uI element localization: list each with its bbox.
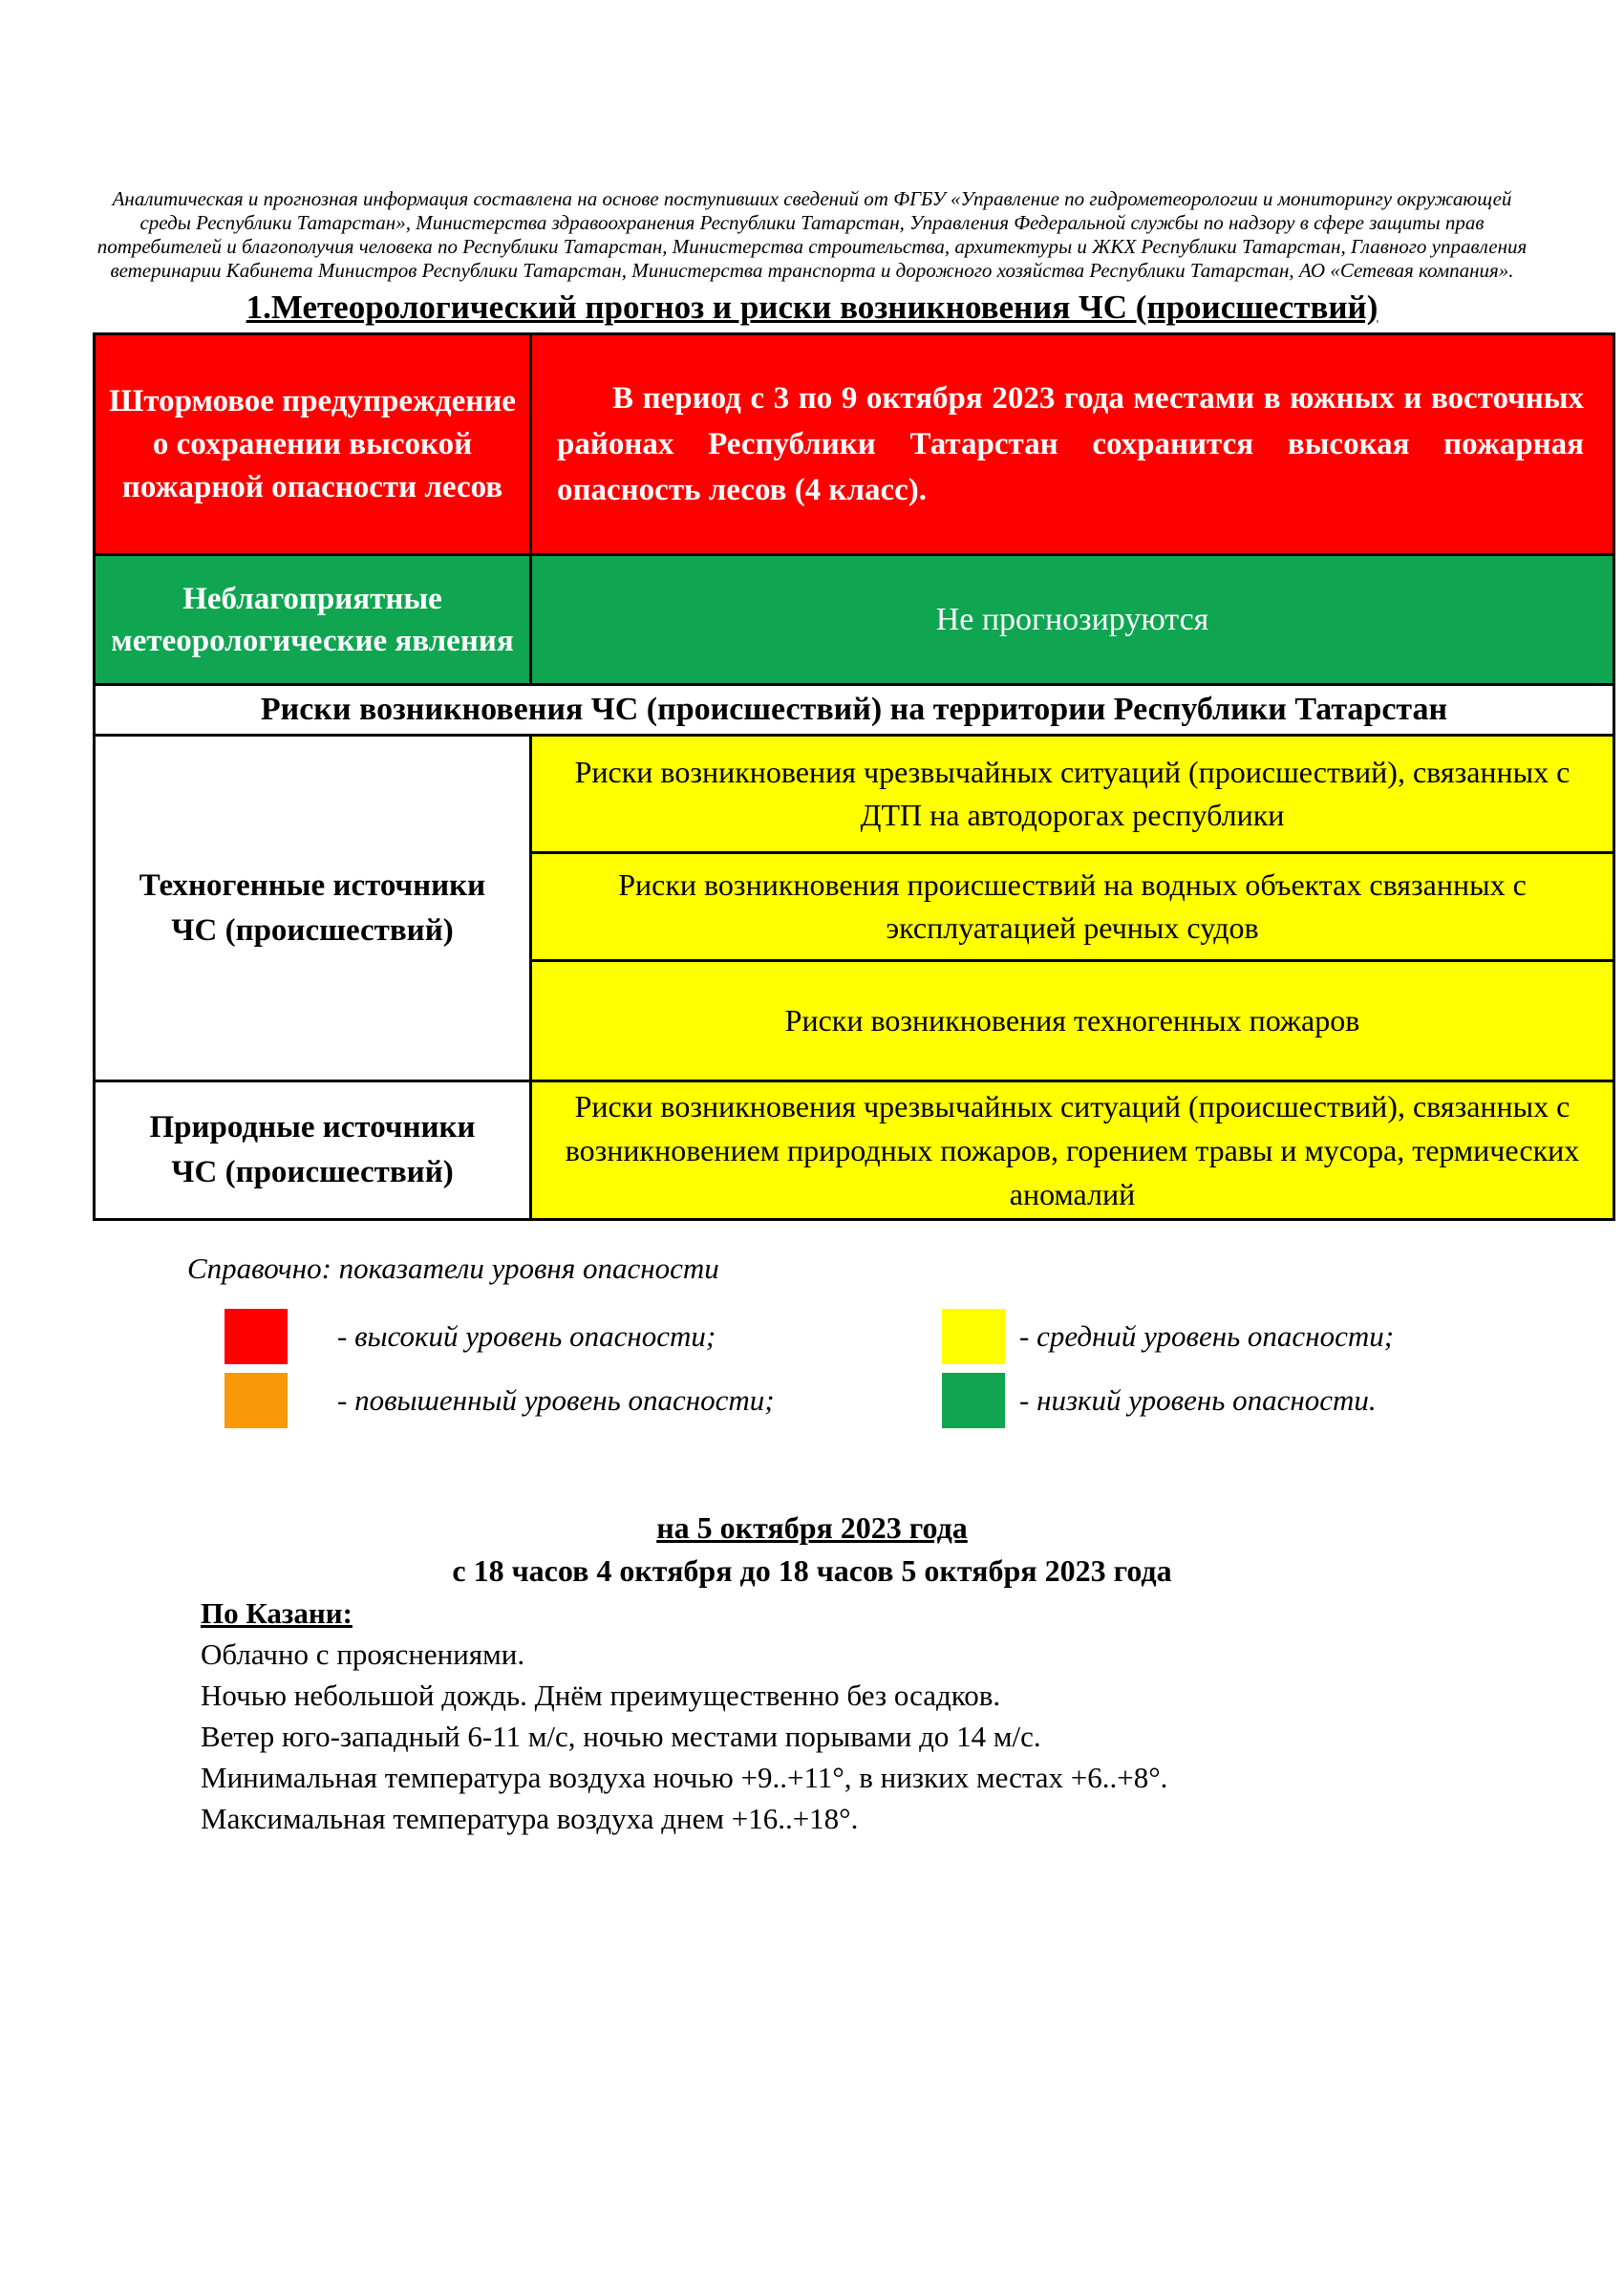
forecast-date-text: на 5 октября 2023 года [656, 1510, 968, 1545]
medium-danger-label: - средний уровень опасности; [1019, 1319, 1395, 1353]
risk-water-incidents: Риски возникновения происшествий на водных объектах связанных с эксплуатацией речных судов [531, 853, 1614, 961]
high-danger-label: - высокий уровень опасности; [337, 1319, 716, 1353]
medium-danger-swatch-icon [942, 1309, 1005, 1364]
risks-section-header: Риски возникновения ЧС (происшествий) на территории Республики Татарстан [95, 685, 1614, 736]
forecast-period: с 18 часов 4 октября до 18 часов 5 октября 2023 года [452, 1553, 1172, 1588]
adverse-weather-label: Неблагоприятные метеорологические явления [95, 555, 531, 685]
low-danger-swatch-icon [942, 1373, 1005, 1428]
elevated-danger-swatch-icon [224, 1373, 288, 1428]
forecast-line-max-temp: Максимальная температура воздуха днем +16..+18°. [201, 1802, 859, 1835]
forecast-date-title [0, 1507, 1624, 1550]
table-row-natural [95, 1081, 1614, 1220]
table-row-adverse-weather [95, 555, 1614, 685]
storm-warning-text: В период с 3 по 9 октября 2023 года местами в южных и восточных районах Республики Татарстан сохранится высокая пожарная опасность лесов (4 класс). [531, 334, 1614, 555]
table-row-risks-header [95, 685, 1614, 736]
natural-sources-label: Природные источники ЧС (происшествий) [95, 1081, 531, 1220]
elevated-danger-label: - повышенный уровень опасности; [337, 1383, 775, 1417]
risk-road-accidents: Риски возникновения чрезвычайных ситуаций (происшествий), связанных с ДТП на автодорогах республики [531, 736, 1614, 853]
forecast-line-clouds: Облачно с прояснениями. [201, 1637, 525, 1671]
table-row-storm [95, 334, 1614, 555]
forecast-line-precipitation: Ночью небольшой дождь. Днём преимущественно без осадков. [201, 1679, 1001, 1712]
danger-level-legend [224, 1309, 1624, 1428]
technogenic-sources-label: Техногенные источники ЧС (происшествий) [95, 736, 531, 1081]
high-danger-swatch-icon [224, 1309, 288, 1364]
adverse-weather-text: Не прогнозируются [531, 555, 1614, 685]
forecast-section [0, 1507, 1624, 1839]
risk-table [93, 332, 1615, 1221]
risk-technogenic-fires: Риски возникновения техногенных пожаров [531, 961, 1614, 1081]
table-row-technogenic-1 [95, 736, 1614, 853]
forecast-line-wind: Ветер юго-западный 6-11 м/с, ночью местами порывами до 14 м/с. [201, 1720, 1041, 1753]
forecast-line-min-temp: Минимальная температура воздуха ночью +9..+11°, в низких местах +6..+8°. [201, 1761, 1168, 1794]
document-page [0, 187, 1624, 2289]
forecast-city-label: По Казани: [201, 1596, 353, 1630]
page-title: 1.Метеорологический прогноз и риски возникновения ЧС (происшествий) [246, 289, 1378, 326]
storm-warning-label: Штормовое предупреждение о сохранении высокой пожарной опасности лесов [95, 334, 531, 555]
low-danger-label: - низкий уровень опасности. [1019, 1383, 1377, 1417]
forecast-body [201, 1593, 1519, 1839]
intro-paragraph: Аналитическая и прогнозная информация составлена на основе поступивших сведений от ФГБУ «Управление по гидрометеорологии и мониторингу окружающей среды Республики Татарстан», Министерства здравоохранения Республики Татарстан, Управления Федеральной службы по надзору в сфере защиты прав потребителей и благополучия человека по Республики Татарстан, Министерства строительства, архитектуры и ЖКХ Республики Татарстан, Главного управления ветеринарии Кабинета Министров Республики Татарстан, Министерства транспорта и дорожного хозяйства Республики Татарстан, АО «Сетевая компания». [96, 187, 1528, 282]
risk-natural-fires: Риски возникновения чрезвычайных ситуаций (происшествий), связанных с возникновением природных пожаров, горением травы и мусора, термических аномалий [531, 1081, 1614, 1220]
legend-title: Справочно: показатели уровня опасности [187, 1251, 719, 1285]
